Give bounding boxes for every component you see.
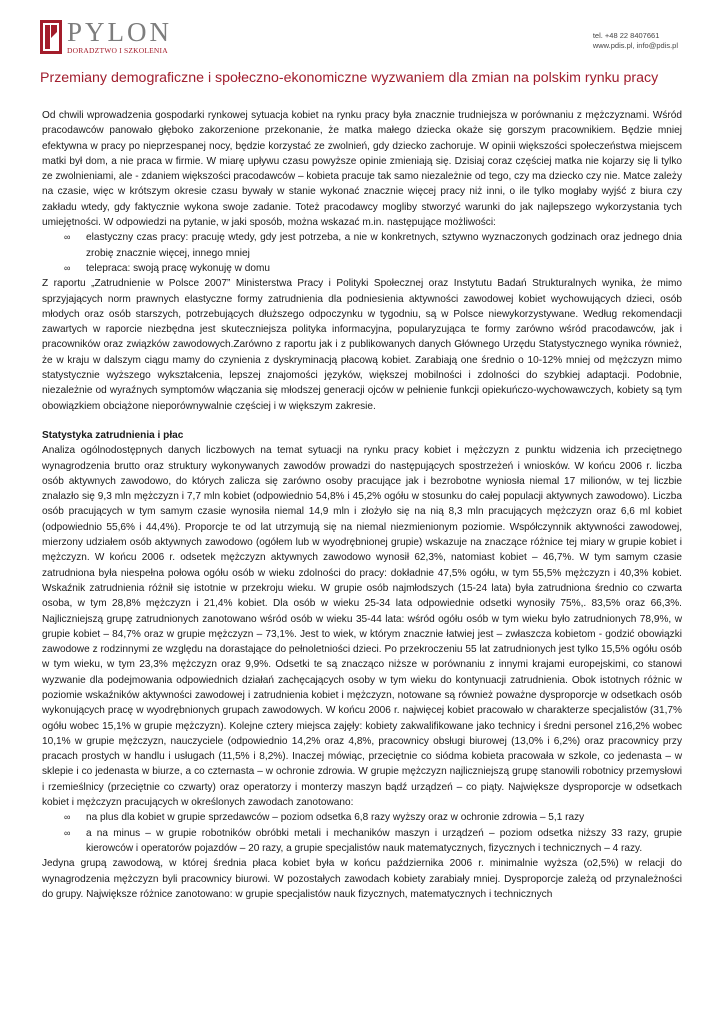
logo-tagline: DORADZTWO I SZKOLENIA [67,46,168,55]
list-item-text: na plus dla kobiet w grupie sprzedawców – poziom odsetka 6,8 razy wyższy oraz w ochronie zdrowia – 5,1 razy [86,812,585,824]
logo-name: PYLON [67,17,173,47]
paragraph: Z raportu „Zatrudnienie w Polsce 2007” Ministerstwa Pracy i Polityki Społecznej oraz Instytutu Badań Strukturalnych wynika, że mimo sprzyjających norm prawnych elastyczne formy zatrudnienia dla podniesienia aktywności zawodowej kobiet wychowujących dzieci, osób młodych oraz osób starszych, potrzebujących dłuższego odpoczynku w tygodniu, są w Polsce niewykorzystywane. Według rekomendacji zawartych w raporcie niezbędna jest skuteczniejsza polityka informacyjna, popularyzująca te formy zarówno wśród pracodawców, jak i pracowników oraz związków zawodowych.Zarówno z raportu jak i z publikowanych danych Głównego Urzędu Statystycznego wynika również, że w kraju w dalszym ciągu mamy do czynienia z dyskryminacją płacową kobiet. Zarabiają one średnio o 10-12% mniej od mężczyzn mimo statystycznie wyższego wykształcenia, lepszej znajomości języków, większej mobilności i zdolności do szybkiej adaptacji. Podobnie, niezależnie od wyraźnych symptomów włączania się młodszej generacji ojców w pełnienie funkcji opiekuńczo-wychowawczych, kobiety są tym obowiązkiem obciążone nieporównywalnie częściej i w większym zakresie. [42,278,682,412]
document-body [42,108,682,902]
contact-phone: tel. +48 22 8407661 [592,31,660,40]
list-item [42,261,682,276]
section-spacer [42,414,682,428]
paragraph: Analiza ogólnodostępnych danych liczbowych na temat sytuacji na rynku pracy kobiet i mężczyzn z punktu widzenia ich przeciętnego wynagrodzenia brutto oraz struktury wykonywanych zawodów prowadzi do następujących spostrzeżeń i wniosków. W końcu 2006 r. liczba osób aktywnych zawodowo, do których zalicza się zarówno osoby pracujące jak i bezrobotne wyniosła niemal 17 milionów, w tej liczbie znalazło się 9,3 mln mężczyzn i 7,7 mln kobiet (odpowiednio 54,8% i 45,2% ogółu w stosunku do całej populacji aktywnych zawodowo). Liczba osób pracujących w tym samym czasie wynosiła niemal 14,9 mln i złożyło się na nią 8,3 mln pracujących mężczyzn oraz 6,6 ml kobiet (odpowiednio 55,6% i 44,4%). Proporcje te od lat utrzymują się na niemal niezmienionym poziomie. Współczynnik aktywności zawodowej, mierzony udziałem osób aktywnych zawodowo (ogółem lub w wyodrębnionej grupie) wskazuje na znaczące różnice tej miary w grupie kobiet i mężczyzn. W końcu 2006 r. odsetek mężczyzn aktywnych zawodowo wynosił 62,3%, natomiast kobiet – 46,7%. W tym samym czasie zatrudniona była niespełna połowa ogółu osób w wieku zdolności do pracy: dokładnie 47,5% ogółu, w tym 55,5% mężczyzn i 40,3% kobiet. Wskaźnik zatrudnienia różnił się istotnie w przekroju wieku. W grupie osób najmłodszych (15-24 lata) była zatrudniona średnio co czwarta osoba, w tym 28,8% mężczyzn i 21,4% kobiet. Dla osób w wieku 25-34 lata odpowiednie odsetki wynosiły 75%,. 83,5% oraz 66,3%. Najliczniejszą grupę zatrudnionych zanotowano wśród osób w wieku 35-44 lata: wśród ogółu osób w tym wieku było zatrudnionych 78,9%, w grupie kobiet – 84,7% oraz w grupie mężczyzn – 73,1%. Jest to wiek, w którym znacznie łatwiej jest – zwłaszcza kobietom - godzić obowiązki zawodowe z rodzinnymi ze względu na dorastające do pełnoletniości dzieci. Po przekroczeniu 55 lat zatrudnionych jest tylko 15,5% ogółu osób w tym wieku, w tym 23,3% mężczyzn oraz 9,9%. Odsetki te są znacząco niższe w porównaniu z innymi krajami europejskimi, co stanowi wyzwanie dla podejmowania odpowiednich działań zachęcających osoby w tym wieku do kontynuacji zatrudnienia. Obok istotnych różnic w poziomie wskaźników aktywności zawodowej i zatrudnienia kobiet i mężczyzn, notowane są również poważne dysproporcje w odsetkach osób wykonujących pracę w wyodrębnionych grupach zawodowych. W końcu 2006 r. najwięcej kobiet pracowało w charakterze specjalistów (31,7% ogółu wobec 15,1% w grupie mężczyzn). Kolejne cztery miejsca zajęły: kobiety zakwalifikowane jako technicy i średni personel z16,2% wobec 10,1% w grupie mężczyzn, nauczyciele (odpowiednio 14,2% oraz 4,8%, pracownicy obsługi biurowej (13,0% i 6,2%) oraz pracownicy przy pracach prostych w handlu i usługach (11,5% i 8,2%). Inaczej mówiąc, przeciętnie co siódma kobieta pracowała w szkole, co jedenasta – w sklepie i co jedenasta w biurze, a co czternasta – w ochronie zdrowia. W grupie mężczyzn najliczniejszą grupę stanowili robotnicy przemysłowi i rzemieślnicy (przeciętnie co czwarty) oraz operatorzy i monterzy maszyn bądź urządzeń – co piąty. Największe dysproporcje w odsetkach kobiet i mężczyzn pracujących w określonych zawodach zanotowano: [42,445,682,809]
section-heading: Statystyka zatrudnienia i płac [42,429,184,441]
paragraph: Jedyna grupą zawodową, w której średnia płaca kobiet była w końcu października 2006 r. minimalnie wyższa (o2,5%) w relacji do wynagrodzenia mężczyzn byli pracownicy biurowi. W pozostałych zawodach kobiety zarabiały mniej. Dysproporcje zależą od przynależności do grupy. Największe różnice zanotowano: w grupie specjalistów nauk fizycznych, matematycznych i technicznych [42,858,682,900]
bullet-icon: ∞ [64,812,71,823]
paragraph: Od chwili wprowadzenia gospodarki rynkowej sytuacja kobiet na rynku pracy była znacznie trudniejsza w porównaniu z mężczyznami. Wśród pracodawców panowało głęboko zakorzenione przekonanie, że matka małego dziecka okaże się gorszym pracownikiem. Będzie mniej efektywna w pracy po nieprzespanej nocy, będzie korzystać ze zwolnień, gdy dziecko zachoruje. W opinii większości społeczeństwa miejscem matki był dom, a nie praca w firmie. W miarę upływu czasu powyższe opinie zmieniają się. Dzisiaj coraz częściej matka nie kojarzy się li tylko ze zwolnieniami, ale - zdaniem większości pracodawców – kobieta pracuje tak samo niezależnie od tego, czy ma dziecko czy nie. Matce zależy na czasie, więc w krótszym okresie czasu bywały w stanie wykonać znacznie więcej pracy niż inni, o ile tylko mogłaby wyjść z biura czy zakładu wtedy, gdy faktycznie wykona swoje zadanie. Toteż pracodawcy mogliby stworzyć warunki do jak najlepszego wykorzystania tych umiejętności. W odpowiedzi na pytanie, w jaki sposób, można wskazać m.in. następujące możliwości: [42,110,682,229]
bullet-icon: ∞ [64,262,71,273]
list-item-text: elastyczny czas pracy: pracuję wtedy, gdy jest potrzeba, a nie w konkretnych, sztywno wyznaczonych godzinach oraz jednego dnia zrobię znacznie więcej, innego mniej [86,232,682,259]
bullet-list [42,810,682,856]
contact-info [593,31,678,51]
bullet-icon: ∞ [64,827,71,838]
pylon-logo-mark-icon [40,20,62,54]
list-item [42,810,682,825]
list-item-text: telepraca: swoją pracę wykonuję w domu [86,262,271,274]
list-item [42,230,682,261]
pylon-logo [40,17,180,55]
list-item [42,826,682,857]
bullet-icon: ∞ [64,232,71,243]
contact-web-email: www.pdis.pl, info@pdis.pl [592,41,678,50]
bullet-list [42,230,682,276]
document-title: Przemiany demograficzne i społeczno-ekonomiczne wyzwaniem dla zmian na polskim rynku pracy [40,70,659,86]
list-item-text: a na minus – w grupie robotników obróbki metali i mechaników maszyn i urządzeń – poziom odsetka niższy 33 razy, grupie kierowców i operatorów pojazdów – 20 razy, a grupie specjalistów nauk matematycznych, fizycznych i technicznych – 4 razy. [86,827,682,854]
